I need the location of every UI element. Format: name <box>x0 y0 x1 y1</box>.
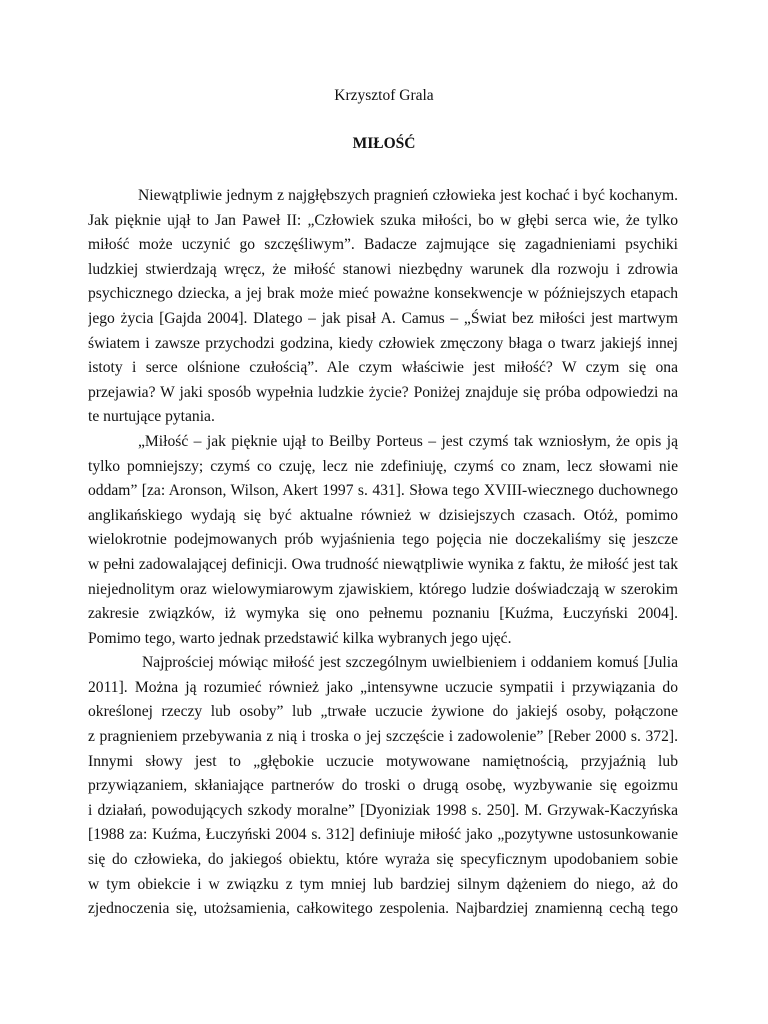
text-line: psychicznego dziecka, a jej brak może mieć poważne konsekwencje w późniejszych etapach <box>88 285 678 303</box>
text-line: przywiązaniem, skłaniające partnerów do troski o drugą osobę, wyzbywanie się egoizmu <box>88 777 678 795</box>
document-title: MIŁOŚĆ <box>352 135 416 152</box>
text-line: niejednolitym oraz wielowymiarowym zjawiskiem, którego ludzie doświadczają w szerokim <box>88 580 678 598</box>
text-line: zakresie związków, iż wymyka się ono pełnemu poznaniu [Kuźma, Łuczyński 2004]. <box>88 605 678 623</box>
text-line: te nurtujące pytania. <box>88 408 215 426</box>
text-line: 2011]. Można ją rozumieć również jako „intensywne uczucie sympatii i przywiązania do <box>88 678 678 696</box>
text-line: oddam” [za: Aronson, Wilson, Akert 1997 s. 431]. Słowa tego XVIII-wiecznego duchownego <box>88 482 678 500</box>
text-line: zjednoczenia się, utożsamienia, całkowitego zespolenia. Najbardziej znamienną cechą tego <box>88 900 678 918</box>
paragraph <box>88 651 678 922</box>
text-line: Jak pięknie ujął to Jan Paweł II: „Człowiek szuka miłości, bo w głębi serca wie, że tylko <box>88 211 678 229</box>
text-line: tylko pomniejszy; czymś co czuję, lecz nie zdefiniuję, czymś co znam, lecz słowami nie <box>88 457 678 475</box>
text-line: Pomimo tego, warto jednak przedstawić kilka wybranych jego ujęć. <box>88 629 512 647</box>
text-line: Innymi słowy jest to „głębokie uczucie motywowane namiętnością, przyjaźnią lub <box>88 752 678 770</box>
text-line: określonej rzeczy lub osoby” lub „trwałe uczucie żywione do jakiejś osoby, połączone <box>88 703 678 721</box>
text-line: ludzkiej stwierdzają wręcz, że miłość stanowi niezbędny warunek dla rozwoju i zdrowia <box>88 260 678 278</box>
text-line: Najprościej mówiąc miłość jest szczególnym uwielbieniem i oddaniem komuś [Julia <box>142 654 678 672</box>
text-line: miłość może uczynić go szczęśliwym”. Badacze zajmujące się zagadnieniami psychiki <box>88 236 678 254</box>
text-line: Niewątpliwie jednym z najgłębszych pragnień człowieka jest kochać i być kochanym. <box>138 187 678 204</box>
text-line: światem i zawsze przychodzi godzina, kiedy człowiek zmęczony błaga o twarz jakiejś innej <box>88 334 678 352</box>
text-line: i działań, powodujących szkody moralne” [Dyoniziak 1998 s. 250]. M. Grzywak-Kaczyńska <box>88 801 678 819</box>
text-line: jego życia [Gajda 2004]. Dlatego – jak pisał A. Camus – „Świat bez miłości jest martwym <box>88 309 678 327</box>
text-line: „Miłość – jak pięknie ujął to Beilby Porteus – jest czymś tak wzniosłym, że opis ją <box>138 432 678 450</box>
paragraph <box>88 184 678 430</box>
text-line: się do człowieka, do jakiegoś obiektu, które wyraża się specyficznym upodobaniem sobie <box>88 851 678 869</box>
author-name: Krzysztof Grala <box>334 87 434 104</box>
text-line: [1988 za: Kuźma, Łuczyński 2004 s. 312] definiuje miłość jako „pozytywne ustosunkowanie <box>88 826 678 844</box>
paragraph <box>88 430 678 651</box>
document-body <box>88 184 678 922</box>
text-line: wielokrotnie podejmowanych prób wyjaśnienia tego pojęcia nie doczekaliśmy się jeszcze <box>88 531 678 549</box>
text-line: w tym obiekcie i w związku z tym mniej lub bardziej silnym dążeniem do niego, aż do <box>88 875 678 893</box>
text-line: anglikańskiego wydają się być aktualne również w dzisiejszych czasach. Otóż, pomimo <box>88 506 678 524</box>
text-line: z pragnieniem przebywania z nią i troska o jej szczęście i zadowolenie” [Reber 2000 s. 372]. <box>88 728 678 746</box>
text-line: w pełni zadowalającej definicji. Owa trudność niewątpliwie wynika z faktu, że miłość jest tak <box>88 555 678 573</box>
text-line: istoty i serce olśnione czułością”. Ale czym właściwie jest miłość? W czym się ona <box>88 359 678 377</box>
text-line: przejawia? W jaki sposób wypełnia ludzkie życie? Poniżej znajduje się próba odpowiedzi na <box>88 383 678 401</box>
